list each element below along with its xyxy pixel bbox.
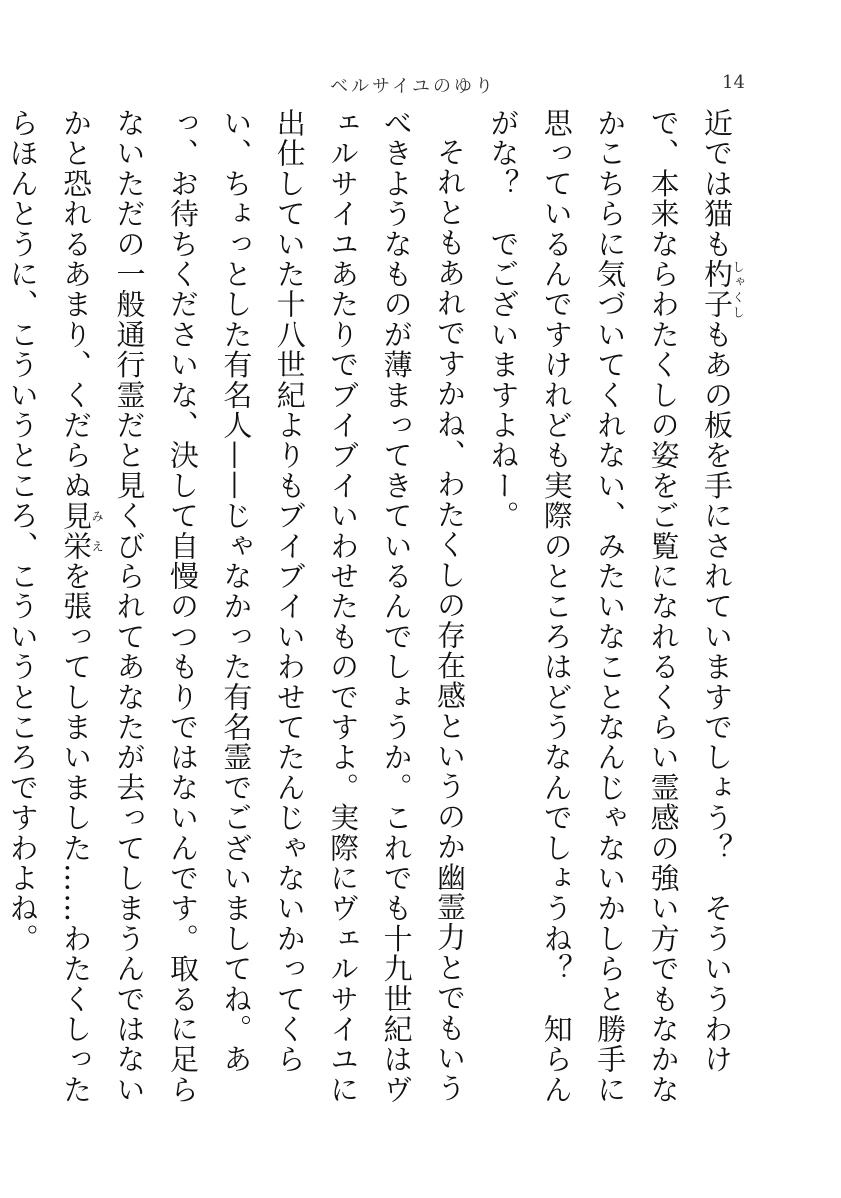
running-title: ベルサイユのゆり	[330, 76, 497, 97]
text-run: 近では猫も	[700, 108, 734, 259]
page-number: 14	[722, 72, 745, 93]
text-run: もあの板を手にされていますでしょう？ そういうわけで、本来ならわたくしの姿をご覧になれるくらい霊感の強い方でもなかなかこちらに気づいてくれない、みたいなことなんじゃないかしらと勝手に思っているんですけれども実際のところはどうなんでしょうね？ 知らんがな？ でございますよねー。	[486, 108, 734, 1105]
paragraph	[0, 108, 476, 1108]
paragraph	[476, 108, 744, 1108]
body-text	[5, 108, 745, 1108]
text-run: を張ってしまいました……わたくしったらほんとうに、こういうところ、こういうところですわよね。	[5, 108, 94, 1105]
text-run: それともあれですかね、わたくしの存在感というのか幽霊力とでもいうべきようなものが薄まってきているんでしょうか。これでも十九世紀はヴェルサイユあたりでブイブイいわせたものですよ。実際にヴェルサイユに出仕していた十八世紀よりもブイブイいわせてたんじゃないかってくらい、ちょっとした有名人——じゃなかった有名霊でございましてね。あっ、お待ちくださいな、決して自慢のつもりではないんです。取るに足らないただの一般通行霊だと見くびられてあなたが去ってしまうんではないかと恐れるあまり、くだらぬ	[59, 108, 467, 1105]
ruby-annotation: 杓子しゃくし	[700, 259, 745, 320]
ruby-annotation: 見栄みえ	[59, 500, 105, 562]
